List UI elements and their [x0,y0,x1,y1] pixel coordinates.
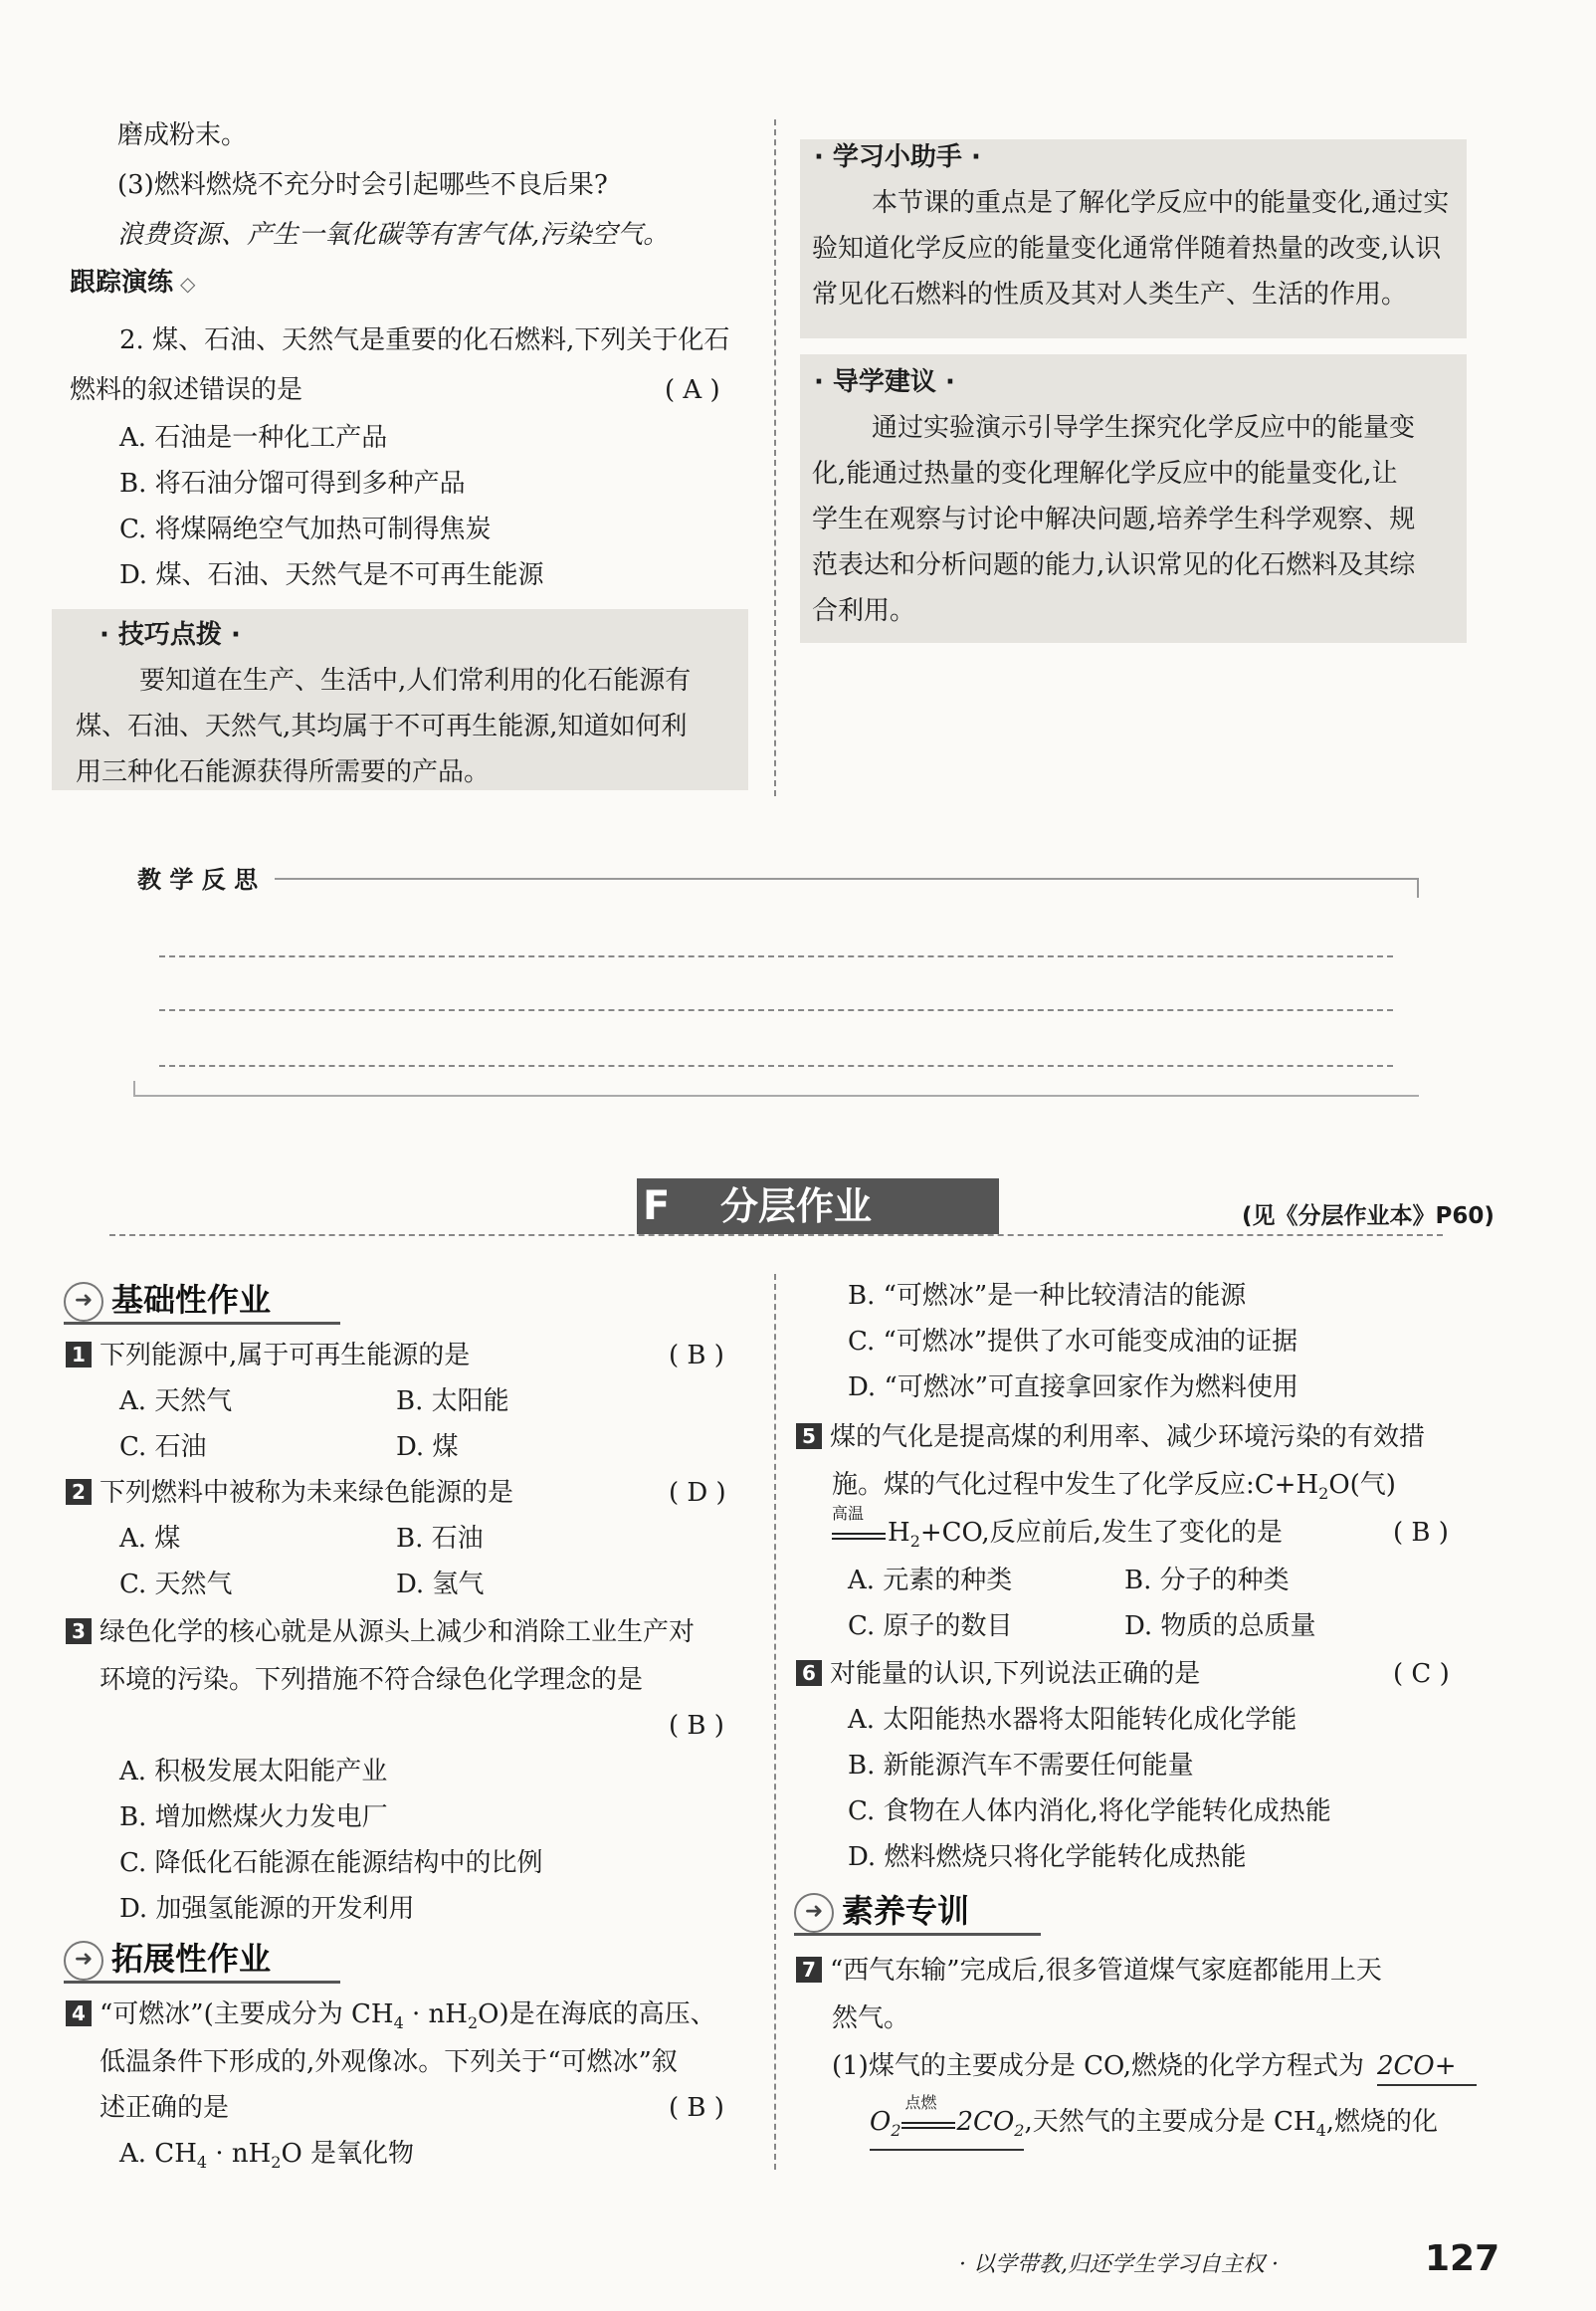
answer-text: 浪费资源、产生一氧化碳等有害气体,污染空气。 [117,220,670,250]
answer-bracket: ( A ) [665,375,720,405]
question-2: 2 下列燃料中被称为未来绿色能源的是 [66,1475,513,1511]
option: D. “可燃冰”可直接拿回家作为燃料使用 [848,1372,1299,1402]
option: A. 天然气 [119,1386,233,1416]
section-label: 跟踪演练 ◇ [70,268,196,298]
guide-title: · 导学建议 · [814,367,955,397]
section-suyang: ➜ 素养专训 [794,1889,1041,1936]
option: B. 分子的种类 [1124,1566,1290,1595]
question-stem: 燃料的叙述错误的是 [70,375,303,405]
question-stem: 高温 $H_2+CO$,反应前后,发生了变化的是 [832,1504,1283,1552]
answer-bracket: ( B ) [669,1341,724,1370]
option: A. 煤 [119,1524,181,1554]
section-extend: ➜ 拓展性作业 [64,1937,340,1984]
question-stem: 述正确的是 [100,2093,230,2123]
option: A. $CH_4 \cdot nH_2O$ 是氧化物 [119,2139,415,2173]
arrow-icon: ➜ [64,1941,103,1981]
arrow-icon: ➜ [64,1282,103,1322]
option: C. 将煤隔绝空气加热可制得焦炭 [119,515,492,544]
question-stem: 低温条件下形成的,外观像冰。下列关于“可燃冰”叙 [100,2047,678,2077]
option: B. 增加燃煤火力发电厂 [119,1802,388,1832]
question-6: 6 对能量的认识,下列说法正确的是 [796,1656,1200,1692]
guide-text: 合利用。 [812,596,916,626]
option: B. 将石油分馏可得到多种产品 [119,469,466,499]
banner-title: 分层作业 [720,1184,873,1228]
question-stem: 施。煤的气化过程中发生了化学反应$:C+H_2O$(气) [832,1470,1396,1504]
helper-text: 验知道化学反应的能量变化通常伴随着热量的改变,认识 [812,234,1442,264]
option: C. 石油 [119,1432,207,1462]
option: D. 煤 [396,1432,459,1462]
question-4: 4 “可燃冰”(主要成分为 $CH_4 \cdot nH_2O$)是在海底的高压、 [66,1996,716,2041]
writing-line [159,955,1393,957]
option: C. 天然气 [119,1570,233,1599]
answer-bracket: ( B ) [1393,1518,1449,1548]
question-3-text: (3)燃料燃烧不充分时会引起哪些不良后果? [117,170,608,200]
tip-text: 用三种化石能源获得所需要的产品。 [76,757,491,787]
answer-bracket: ( B ) [669,2093,724,2123]
option: A. 元素的种类 [848,1566,1013,1595]
arrow-icon: ➜ [794,1893,834,1933]
question-stem: 环境的污染。下列措施不符合绿色化学理念的是 [100,1665,644,1695]
text-line: 磨成粉末。 [117,120,248,150]
option: D. 加强氢能源的开发利用 [119,1894,415,1924]
option: C. 降低化石能源在能源结构中的比例 [119,1848,543,1878]
guide-text: 通过实验演示引导学生探究化学反应中的能量变 [872,413,1416,443]
question-3: 3 绿色化学的核心就是从源头上减少和消除工业生产对 [66,1614,695,1650]
question-part: (1)煤气的主要成分是 CO,燃烧的化学方程式为 [832,2051,1365,2081]
answer-fill: 2CO+ [1377,2048,1477,2086]
option: C. 食物在人体内消化,将化学能转化成热能 [848,1796,1331,1826]
option: D. 物质的总质量 [1124,1611,1316,1641]
option: D. 煤、石油、天然气是不可再生能源 [119,560,544,590]
question-7: 7 “西气东输”完成后,很多管道煤气家庭都能用上天 [796,1953,1382,1989]
guide-text: 学生在观察与讨论中解决问题,培养学生科学观察、规 [812,505,1416,534]
reflection-line [275,878,1419,880]
answer-bracket: ( C ) [1393,1659,1450,1689]
option: A. 太阳能热水器将太阳能转化成化学能 [848,1705,1297,1735]
option: D. 氢气 [396,1570,485,1599]
reaction-arrow: 高温 [832,1519,888,1549]
column-divider [774,119,776,796]
banner-reference: (见《分层作业本》P60) [1242,1203,1495,1229]
diamond-icon: ◇ [173,272,196,296]
page-number: 127 [1425,2238,1500,2279]
question-1: 1 下列能源中,属于可再生能源的是 [66,1338,470,1373]
tip-title: · 技巧点拨 · [100,620,241,650]
option: B. 太阳能 [396,1386,509,1416]
writing-line [159,1065,1393,1067]
option: C. “可燃冰”提供了水可能变成油的证据 [848,1327,1298,1357]
option: B. 石油 [396,1524,484,1554]
question-stem: 2. 煤、石油、天然气是重要的化石燃料,下列关于化石 [119,325,730,355]
option: A. 石油是一种化工产品 [119,423,388,453]
question-part: $O_2$ 点燃 $2CO_2$,天然气的主要成分是 $CH_4$,燃烧的化 [870,2104,1438,2151]
reflection-title: 教 学 反 思 [137,866,259,894]
writing-line [159,1009,1393,1011]
helper-title: · 学习小助手 · [814,142,981,172]
option: B. “可燃冰”是一种比较清洁的能源 [848,1281,1247,1311]
section-basic: ➜ 基础性作业 [64,1278,340,1325]
answer-bracket: ( D ) [669,1478,726,1508]
option: A. 积极发展太阳能产业 [119,1757,388,1786]
banner-icon: F [643,1183,671,1229]
option: D. 燃料燃烧只将化学能转化成热能 [848,1842,1247,1872]
reflection-frame [133,1081,1419,1097]
answer-bracket: ( B ) [669,1711,724,1741]
option: B. 新能源汽车不需要任何能量 [848,1751,1194,1781]
helper-text: 常见化石燃料的性质及其对人类生产、生活的作用。 [812,280,1408,310]
reflection-corner [1417,878,1419,898]
question-5: 5 煤的气化是提高煤的利用率、减少环境污染的有效措 [796,1419,1425,1455]
option: C. 原子的数目 [848,1611,1013,1641]
reaction-arrow: 点燃 [901,2108,957,2138]
tip-text: 煤、石油、天然气,其均属于不可再生能源,知道如何利 [76,712,688,741]
guide-text: 范表达和分析问题的能力,认识常见的化石燃料及其综 [812,550,1416,580]
tip-text: 要知道在生产、生活中,人们常利用的化石能源有 [139,666,692,696]
answer-fill: $O_2$ 点燃 $2CO_2$ [870,2104,1024,2151]
banner-rule [109,1234,1443,1236]
guide-text: 化,能通过热量的变化理解化学反应中的能量变化,让 [812,459,1398,489]
question-stem: 然气。 [832,2003,910,2033]
footer-motto: · 以学带教,归还学生学习自主权 · [959,2252,1279,2277]
column-divider [774,1274,776,2170]
helper-text: 本节课的重点是了解化学反应中的能量变化,通过实 [872,188,1450,218]
